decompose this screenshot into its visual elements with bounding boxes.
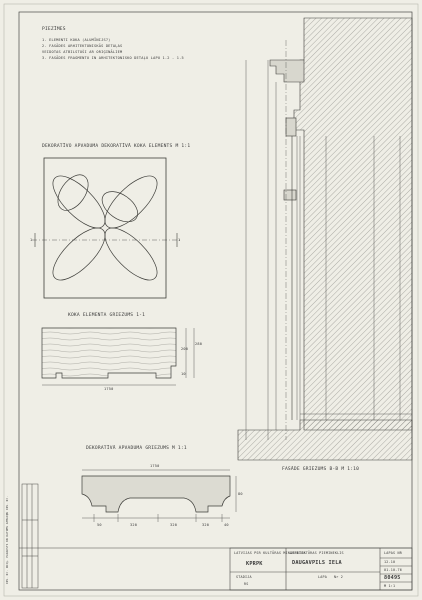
note-item: 3. FASĀDES FRAGMENTU IN ARHITEKTONISKO DETAĻU LAPU 1.2 - 1.5	[42, 56, 184, 60]
cut-marker-right: 1	[178, 238, 181, 242]
dim-elev-width: 1750	[104, 387, 114, 391]
cut-marker-left: 1	[30, 238, 33, 242]
tb-org: LATVIJAS PSR KULTŪRAS MINISTRIJA	[234, 551, 306, 555]
tb-big-code: 80495	[384, 575, 401, 581]
tb-inst: KPRPK	[246, 561, 263, 567]
profile-title: DEKORATĪVĀ APVADUMA GRIEZUMS M 1:1	[86, 446, 187, 451]
tb-right-cell: LAPAS NR	[384, 551, 402, 555]
tb-sheet-label: LAPA	[318, 575, 327, 579]
tb-right-cell: 12-10	[384, 560, 396, 564]
dim-elev-h3: 10	[181, 372, 186, 376]
note-item: VEIDOTAS ATBILSTOŠI AR ORIĢINĀLIEM	[42, 50, 123, 54]
side-stamp-text: INV. Nr. ORIĢ. PARAKSTS UN DATUMS APMAIŅU INV. Nr.	[6, 495, 9, 584]
rosette-plan	[32, 158, 180, 298]
side-stamp-box	[22, 484, 38, 588]
tb-project: ARHITEKTŪRAS PIEMINEKLIS	[290, 551, 344, 555]
dim-prof-width: 1750	[150, 464, 160, 468]
dim-prof-b1: 50	[97, 523, 102, 527]
profile-section	[82, 470, 236, 522]
tb-bottom-code: M 1:1	[384, 584, 396, 588]
tb-stage-value: RS	[244, 582, 249, 586]
tb-right-cell: 01-10-76	[384, 568, 402, 572]
dim-prof-b2: 320	[130, 523, 138, 527]
dim-prof-height: 80	[238, 492, 243, 496]
dim-prof-b4: 320	[202, 523, 210, 527]
dim-prof-b5: 40	[224, 523, 229, 527]
notes-title: PIEZĪMES	[42, 27, 66, 32]
elevation-title: KOKA ELEMENTA GRIEZUMS 1-1	[68, 313, 146, 318]
element-elevation	[42, 328, 194, 385]
note-item: 1. ELEMENTI KOKA (ALUMĪNIJS?)	[42, 38, 111, 42]
plan-title: DEKORATĪVO APVADUMA DEKORATĪVĀ KOKA ELEMENTS M 1:1	[42, 144, 191, 149]
dim-elev-h1: 280	[195, 342, 203, 346]
dim-elev-h2: 200	[181, 347, 189, 351]
facade-section	[238, 18, 412, 460]
facade-title: FASĀDE GRIEZUMS B-B M 1:10	[282, 467, 360, 472]
tb-stage-label: STADIJA	[236, 575, 252, 579]
tb-object: DAUGAVPILS IELA	[292, 560, 342, 566]
tb-sheet-value: Nr 2	[334, 575, 343, 579]
note-item: 2. FASĀDES ARHITEKTONISKĀS DETAĻAS	[42, 44, 123, 48]
dim-prof-b3: 320	[170, 523, 178, 527]
